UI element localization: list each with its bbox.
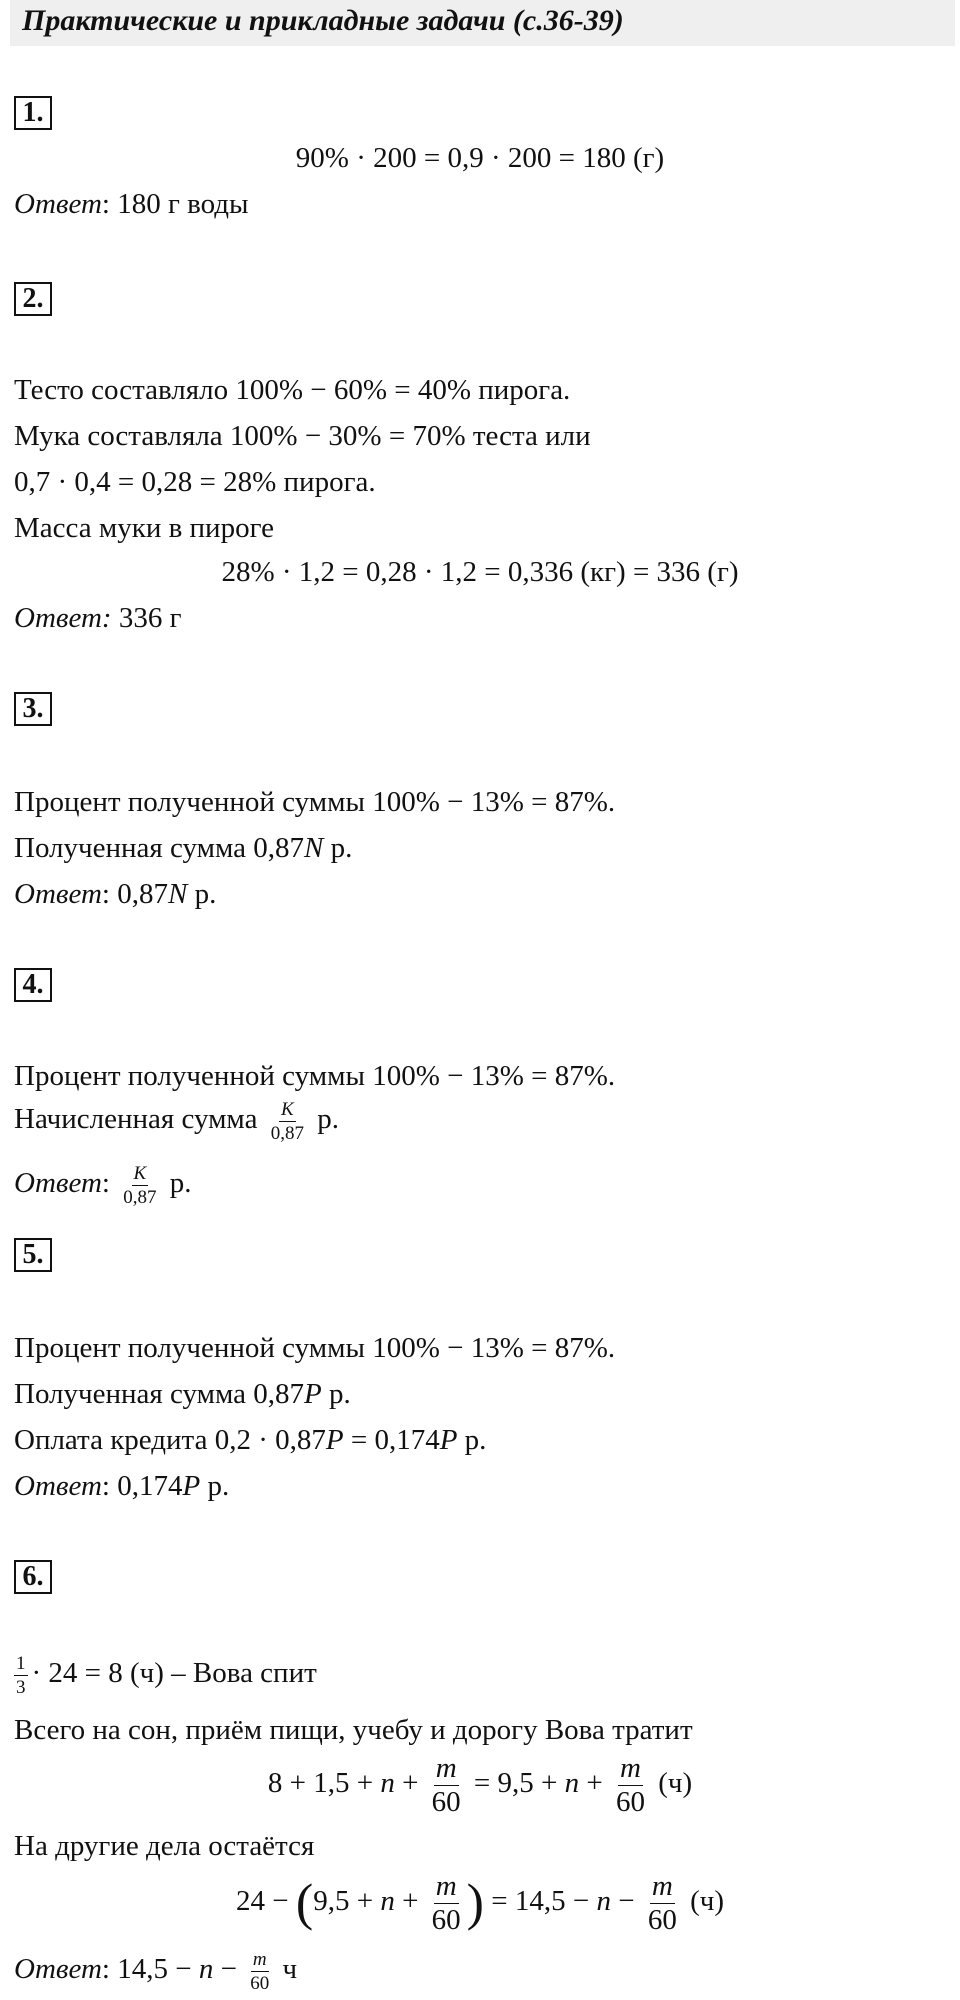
fraction	[121, 1164, 158, 1207]
task-5-line-1: Процент полученной суммы 100% − 13% = 87%.	[14, 1332, 616, 1364]
denominator: 60	[431, 1786, 461, 1818]
text: р.	[309, 1103, 339, 1136]
numerator: m	[435, 1870, 457, 1902]
task-5-answer	[14, 1468, 229, 1504]
variable: P	[182, 1470, 201, 1502]
denominator: 3	[16, 1677, 26, 1698]
answer-label: Ответ	[14, 1167, 102, 1200]
numerator: K	[133, 1163, 147, 1184]
task-3-line-2	[14, 830, 352, 866]
variable: n	[596, 1885, 611, 1918]
task-number-5: 5.	[14, 1238, 52, 1272]
numerator: m	[435, 1752, 457, 1784]
answer-text: : 180 г воды	[101, 188, 249, 220]
denominator: 0,87	[270, 1123, 304, 1144]
answer-label: Ответ	[14, 878, 102, 910]
task-5-line-3	[14, 1422, 486, 1458]
variable: P	[325, 1424, 344, 1456]
denominator: 60	[647, 1904, 677, 1936]
text: р.	[200, 1470, 230, 1502]
numerator: K	[281, 1099, 294, 1120]
answer-text: 336 г	[111, 602, 182, 634]
fraction	[646, 1872, 679, 1935]
text: +	[579, 1767, 610, 1800]
answer-label: Ответ	[14, 188, 102, 220]
paren: )	[466, 1874, 484, 1932]
variable: n	[564, 1767, 580, 1800]
task-2-line-3: 0,7 · 0,4 = 0,28 = 28% пирога.	[14, 466, 376, 498]
answer-label: Ответ:	[14, 602, 112, 634]
task-number-3: 3.	[14, 692, 52, 726]
task-1-answer	[14, 186, 249, 222]
task-number-1: 1.	[14, 96, 52, 130]
page-title: Практические и прикладные задачи (с.36-39)	[22, 4, 624, 37]
fraction	[430, 1872, 463, 1935]
text: Полученная сумма 0,87	[14, 1378, 304, 1410]
fraction	[14, 1654, 28, 1697]
denominator: 60	[431, 1904, 461, 1936]
text: Начисленная сумма	[14, 1103, 258, 1136]
text: р.	[457, 1424, 487, 1456]
task-2-line-2: Мука составляла 100% − 30% = 70% теста или	[14, 420, 591, 452]
variable: n	[198, 1953, 214, 1986]
fraction	[614, 1754, 647, 1817]
text: 24 −	[236, 1885, 296, 1918]
task-4-answer	[14, 1164, 191, 1207]
task-3-line-1: Процент полученной суммы 100% − 13% = 87%.	[14, 786, 616, 818]
text: 8 + 1,5 +	[267, 1767, 381, 1800]
text: +	[394, 1885, 426, 1918]
task-2-answer	[14, 600, 181, 636]
paren: (	[295, 1874, 314, 1932]
denominator: 0,87	[123, 1187, 157, 1208]
text: +	[394, 1767, 426, 1800]
task-6-answer	[14, 1950, 297, 1993]
numerator: m	[252, 1949, 267, 1970]
fraction	[430, 1754, 463, 1817]
text: −	[213, 1953, 245, 1986]
task-5-line-2	[14, 1376, 351, 1412]
variable: P	[439, 1424, 458, 1456]
variable: P	[303, 1378, 322, 1410]
text: : 0,87	[101, 878, 168, 910]
numerator: m	[651, 1870, 673, 1902]
variable: N	[303, 832, 324, 864]
text: р.	[187, 878, 217, 910]
text: : 14,5 −	[101, 1953, 199, 1986]
task-4-line-1: Процент полученной суммы 100% − 13% = 87%.	[14, 1060, 616, 1092]
text: = 0,174	[343, 1424, 440, 1456]
text: Оплата кредита 0,2 · 0,87	[14, 1424, 326, 1456]
denominator: 60	[616, 1786, 645, 1818]
text: ч	[275, 1953, 298, 1986]
text: · 24 = 8 (ч) – Вова спит	[31, 1657, 317, 1690]
numerator: m	[620, 1752, 641, 1784]
text: :	[101, 1167, 110, 1200]
task-6-equation-1	[0, 1754, 960, 1817]
task-number-2: 2.	[14, 282, 52, 316]
answer-label: Ответ	[14, 1953, 102, 1986]
text: р.	[162, 1167, 192, 1200]
task-3-answer	[14, 876, 216, 912]
numerator: 1	[16, 1653, 26, 1674]
task-6-line-3: На другие дела остаётся	[14, 1830, 315, 1862]
variable: n	[380, 1767, 395, 1800]
text: р.	[321, 1378, 351, 1410]
task-number-6: 6.	[14, 1560, 52, 1594]
text: (ч)	[682, 1885, 724, 1918]
task-6-line-2: Всего на сон, приём пищи, учебу и дорогу Вова тратит	[14, 1714, 693, 1746]
header-bar	[10, 0, 955, 46]
fraction	[269, 1100, 306, 1143]
task-number-4: 4.	[14, 968, 52, 1002]
text: −	[610, 1885, 642, 1918]
text: (ч)	[651, 1767, 693, 1800]
variable: n	[380, 1885, 395, 1918]
fraction	[248, 1950, 271, 1993]
denominator: 60	[250, 1973, 270, 1994]
task-2-formula: 28% · 1,2 = 0,28 · 1,2 = 0,336 (кг) = 336 (г)	[221, 556, 739, 588]
task-4-line-2	[14, 1100, 339, 1143]
text: : 0,174	[101, 1470, 183, 1502]
task-2-line-1: Тесто составляло 100% − 60% = 40% пирога.	[14, 374, 571, 406]
task-6-equation-2	[0, 1872, 960, 1935]
variable: N	[167, 878, 188, 910]
task-1-formula: 90% · 200 = 0,9 · 200 = 180 (г)	[295, 142, 665, 174]
text: = 9,5 +	[466, 1767, 565, 1800]
task-2-line-4: Масса муки в пироге	[14, 512, 274, 544]
task-6-line-1	[14, 1654, 317, 1697]
text: р.	[323, 832, 353, 864]
text: Полученная сумма 0,87	[14, 832, 304, 864]
text: 9,5 +	[313, 1885, 381, 1918]
answer-label: Ответ	[14, 1470, 102, 1502]
text: = 14,5 −	[484, 1885, 597, 1918]
